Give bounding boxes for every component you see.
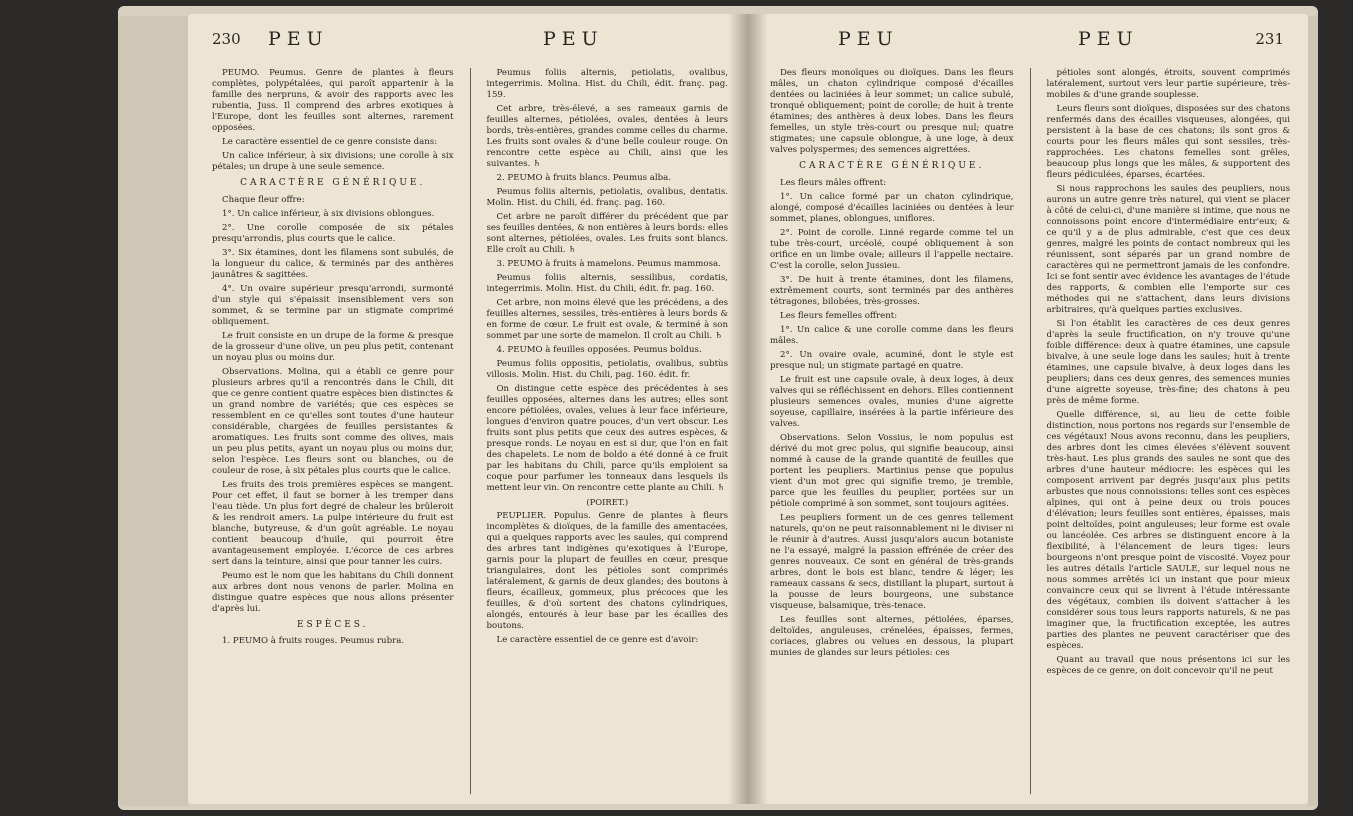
paragraph: Peumus foliis oppositis, petiolatis, ovalibus, subtùs villosis. Molin. Hist. du Chili, pag. 160. édit. fr.	[486, 359, 728, 380]
paragraph: Peumus foliis alternis, petiolatis, ovalibus, integerrimis. Molina. Hist. du Chili, édit. franç. pag. 159.	[486, 68, 728, 100]
paragraph: Quant au travail que nous présentons ici sur les espèces de ce genre, on doit concevoir qu'il ne peut	[1046, 655, 1290, 676]
paragraph: Observations. Molina, qui a établi ce genre pour plusieurs arbres qu'il a rencontrés dans le Chili, dit que ce genre contient quatre espèces bien distinctes & un grand nombre de variétés; que ces espèces se ressemblent en ce qu'elles sont toutes d'une hauteur considérable, chargées de feuilles persistantes & aromatiques. Les fruits sont comme des olives, mais un peu plus petits, ayant un noyau plus ou moins dur, selon l'espèce. Les fleurs sont ou blanches, ou de couleur de rose, à six pétales plus courts que le calice.	[212, 366, 454, 476]
paragraph: Des fleurs monoïques ou dioïques. Dans les fleurs mâles, un chaton cylindrique composé d'écailles dentées ou laciniées à leur sommet; un calice subulé, tronqué obliquement; point de corolle; de huit à trente étamines; des anthères à deux lobes. Dans les fleurs femelles, un style très-court ou presque nul; quatre stigmates; une capsule oblongue, à une loge, à deux valves polyspermes; des semences aigrettées.	[770, 68, 1014, 155]
paragraph: Un calice inférieur, à six divisions; une corolle à six pétales; un drupe à une seule semence.	[212, 151, 454, 172]
right-page-column-1	[770, 68, 1014, 794]
paragraph: 4°. Un ovaire supérieur presqu'arrondi, surmonté d'un style qui s'épaissit insensiblement vers son sommet, & se termine par un stigmate comprimé obliquement.	[212, 283, 454, 327]
paragraph: Cet arbre, non moins élevé que les précédens, a des feuilles alternes, sessiles, très-entières à leurs bords & en forme de cœur. Le fruit est ovale, & terminé à son sommet par une sorte de mamelon. Il croît au Chili. ♄	[486, 298, 728, 341]
paragraph: 1. PEUMO à fruits rouges. Peumus rubra.	[222, 636, 405, 647]
paragraph: 3°. Six étamines, dont les filamens sont subulés, de la longueur du calice, & terminés par des anthères jaunâtres & sagittées.	[212, 247, 454, 280]
right-running-head-2: PEU	[1078, 28, 1139, 50]
right-page-header	[748, 28, 1308, 50]
open-book	[118, 6, 1318, 810]
paragraph: 4. PEUMO à feuilles opposées. Peumus boldus.	[496, 345, 702, 355]
paragraph: Leurs fleurs sont dioïques, disposées sur des chatons renfermés dans des écailles visqueuses, alongées, qui persistent à la base de ces chatons; ils sont gros & courts pour les fleurs mâles qui sont sessiles, très-rapprochées. Les chatons femelles sont grêles, beaucoup plus longs que les mâles, & supportent des fleurs pédiculées, éparses, écartées.	[1046, 104, 1290, 180]
book-edge-right	[1308, 16, 1318, 806]
paragraph: Le caractère essentiel de ce genre est d'avoir:	[496, 634, 699, 645]
right-page	[748, 14, 1308, 804]
paragraph: Chaque fleur offre:	[222, 194, 305, 205]
paragraph: CARACTÈRE GÉNÉRIQUE.	[240, 178, 426, 188]
paragraph: (POIRET.)	[586, 497, 629, 507]
left-page-number: 230	[212, 30, 241, 48]
right-page-column-2	[1047, 68, 1291, 794]
paragraph: PEUPLIER. Populus. Genre de plantes à fleurs incomplètes & dioïques, de la famille des amentacées, qui a quelques rapports avec les saules, qui comprend des arbres tant indigènes qu'exotiques à l'Europe, garnis pour la plupart de feuilles en cœur, presque triangulaires, dont les pétioles sont comprimés latéralement, & garnis de deux glandes; des boutons à fleurs, écailleux, gommeux, plus précoces que les feuilles, & d'où sortent des chatons cylindriques, alongés, entourés à leur base par les écailles des boutons.	[486, 510, 728, 631]
paragraph: 1°. Un calice & une corolle comme dans les fleurs mâles.	[770, 324, 1014, 346]
paragraph: 1°. Un calice inférieur, à six divisions oblongues.	[222, 208, 435, 219]
paragraph: Observations. Selon Vossius, le nom populus est dérivé du mot grec polus, qui signifie beaucoup, ainsi nommé à cause de la grande quantité de feuilles que portent les peupliers. Martinius pense que populus vient d'un mot grec qui signifie tremo, je tremble, parce que les feuilles du peuplier, portées sur un pétiole comprimé à son sommet, sont toujours agitées.	[770, 432, 1014, 509]
right-page-number: 231	[1255, 30, 1284, 48]
paragraph: Cet arbre ne paroît différer du précédent que par ses feuilles dentées, & non entières à leurs bords: elles sont alternes, pétiolées, ovales. Les fruits sont blancs. Elle croît au Chili. ♄	[486, 212, 728, 255]
paragraph: Les fleurs femelles offrent:	[780, 310, 898, 321]
right-running-head-1: PEU	[838, 28, 899, 50]
paragraph: Le caractère essentiel de ce genre consiste dans:	[222, 137, 438, 147]
paragraph: 3°. De huit à trente étamines, dont les filamens, extrêmement courts, sont terminés par des anthères tétragones, bilobées, très-grosses.	[770, 274, 1014, 307]
left-running-head-1: PEU	[268, 28, 329, 50]
paragraph: 2°. Point de corolle. Linné regarde comme tel un tube très-court, urcéolé, coupé obliquement à son orifice en un limbe ovale; ailleurs il l'appelle nectaire. C'est la corolle, selon Jussieu.	[770, 227, 1014, 271]
paragraph: pétioles sont alongés, étroits, souvent comprimés latéralement, surtout vers leur partie supérieure, très-mobiles & d'une grande souplesse.	[1046, 68, 1290, 100]
paragraph: Quelle différence, si, au lieu de cette foible distinction, nous portons nos regards sur l'ensemble de ces végétaux! Nous avons reconnu, dans les peupliers, des arbres dont les cimes élevées s'élèvent souvent très-haut. Les plus grands des saules ne sont que des arbres d'une hauteur médiocre: les espèces qui les composent arrivent par degrés jusqu'aux plus petits arbustes que nous connoissions: telles sont ces espèces alpines, qui ont à peine deux ou trois pouces d'élévation; leurs feuilles sont entières, épaisses, mais point deltoïdes, point anguleuses; leur forme est ovale ou lancéolée. Ces arbres se distinguent encore à la flexibilité, à l'élancement de leurs tiges: leurs bourgeons n'ont presque point de viscosité. Voyez pour les autres détails l'article SAULE, sur lequel nous ne nous sommes arrêtés ici un instant que pour mieux convaincre ceux qui se livrent à l'étude intéressante des végétaux, combien ils doivent s'attacher à les considérer sous tous leurs rapports naturels, & ne pas imaginer que, la fructification exceptée, les autres parties des plantes ne peuvent caractériser que des espèces.	[1046, 410, 1290, 651]
paragraph: 2°. Une corolle composée de six pétales presqu'arrondis, plus courts que le calice.	[212, 222, 454, 244]
column-rule	[470, 68, 471, 794]
paragraph: Le fruit est une capsule ovale, à deux loges, à deux valves qui se réfléchissent en dehors. Elles contiennent plusieurs semences ovales, munies d'une aigrette soyeuse, capillaire, insérées à la partie inférieure des valves.	[770, 374, 1014, 429]
paragraph: 3. PEUMO à fruits à mamelons. Peumus mammosa.	[496, 259, 721, 269]
paragraph: Peumo est le nom que les habitans du Chili donnent aux arbres dont nous venons de parler. Molina en distingue quatre espèces que nous allons présenter d'après lui.	[212, 570, 454, 614]
paragraph: PEUMO. Peumus. Genre de plantes à fleurs complètes, polypétalées, qui paroît appartenir à la famille des nerpruns, & avoir des rapports avec les rubentia, Juss. Il comprend des arbres exotiques à l'Europe, dont les feuilles sont alternes, rarement opposées.	[212, 68, 454, 133]
left-page-column-1	[212, 68, 454, 794]
paragraph: Les fruits des trois premières espèces se mangent. Pour cet effet, il faut se borner à les tremper dans l'eau tiède. Un plus fort degré de chaleur les brûleroit & les rendroit amers. La pulpe intérieure du fruit est blanche, butyreuse, & d'un goût agréable. Le noyau contient beaucoup d'huile, qui pourroit être avantageusement employée. L'écorce de ces arbres sert dans la teinture, ainsi que pour tanner les cuirs.	[212, 479, 454, 567]
paragraph: 1°. Un calice formé par un chaton cylindrique, alongé, composé d'écailles laciniées ou dentées à leur sommet, planes, oblongues, uniflores.	[770, 191, 1014, 224]
book-edge-left	[118, 16, 188, 806]
paragraph: 2°. Un ovaire ovale, acuminé, dont le style est presque nul; un stigmate partagé en quatre.	[770, 349, 1014, 371]
paragraph: On distingue cette espèce des précédentes à ses feuilles opposées, alternes dans les autres; elles sont encore pétiolées, ovales, velues à leur face inférieure, longues d'environ quatre pouces, d'un vert obscur. Les fruits sont plus petits que ceux des autres espèces, & presque ronds. Le noyau en est si dur, que l'on en fait des chapelets. Le nom de boldo a été donné à ce fruit par les habitans du Chili, parce qu'ils emploient sa coque pour parfumer les tonneaux dans lesquels ils mettent leur vin. On rencontre cette plante au Chili. ♄	[486, 384, 728, 493]
column-rule	[1030, 68, 1031, 794]
paragraph: Si l'on établit les caractères de ces deux genres d'après la seule fructification, on n'y trouve qu'une foible différence: deux à quatre étamines, une capsule bivalve, à une seule loge dans les saules; huit à trente étamines, une capsule bivalve, à deux loges dans les peupliers; dans ces deux genres, des semences munies d'une aigrette soyeuse, très-fine; des chatons à peu près de même forme.	[1046, 319, 1290, 406]
paragraph: Cet arbre, très-élevé, a ses rameaux garnis de feuilles alternes, pétiolées, ovales, dentées à leurs bords, très-entières, grandes comme celles du charme. Les fruits sont ovales & d'une belle couleur rouge. On rencontre cette espèce au Chili, ainsi que les suivantes. ♄	[486, 104, 728, 169]
paragraph: CARACTÈRE GÉNÉRIQUE.	[799, 161, 985, 171]
paragraph: Les peupliers forment un de ces genres tellement naturels, qu'on ne peut raisonnablement ni le diviser ni le réunir à d'autres. Aussi jusqu'alors aucun botaniste ne l'a essayé, malgré la passion effrénée de créer des genres nouveaux. Ce sont en général de très-grands arbres, dont le bois est blanc, tendre & léger; les rameaux cassans & secs, distillant la plupart, surtout à la pousse de leurs bourgeons, une substance visqueuse, balsamique, très-tenace.	[770, 512, 1014, 611]
paragraph: Le fruit consiste en un drupe de la forme & presque de la grosseur d'une olive, un peu plus petit, contenant un noyau plus ou moins dur.	[212, 330, 454, 363]
paragraph: 2. PEUMO à fruits blancs. Peumus alba.	[496, 173, 671, 183]
left-page-column-2	[487, 68, 729, 794]
paragraph: Si nous rapprochons les saules des peupliers, nous aurons un autre genre très naturel, qui vient se placer à côté de celui-ci, d'une manière si intime, que nous ne connoissons point encore d'intermédiaire entr'eux; & ce qu'il y a de plus admirable, c'est que ces deux genres, malgré les points de contact nombreux qui les réunissent, sont séparés par un grand nombre de caractères qui ne permettront jamais de les confondre. Ici se font sentir avec évidence les avantages de l'étude des rapports, & combien elle l'emporte sur ces méthodes qui ne s'attachent, dans leurs divisions arbitraires, qu'à quelques parties exclusives.	[1046, 184, 1290, 315]
paragraph: Peumus foliis alternis, sessilibus, cordatis, integerrimis. Molin. Hist. du Chili, édit. fr. pag. 160.	[486, 273, 728, 294]
paragraph: Peumus foliis alternis, petiolatis, ovalibus, dentatis. Molin. Hist. du Chili, éd. franç. pag. 160.	[486, 187, 728, 208]
paragraph: Les feuilles sont alternes, pétiolées, éparses, deltoïdes, anguleuses, crénelées, épaisses, fermes, coriaces, glabres ou velues en dessous, la plupart munies de glandes sur leurs pétioles: ces	[770, 614, 1014, 658]
left-page	[188, 14, 748, 804]
left-page-header	[188, 28, 748, 50]
paragraph: Les fleurs mâles offrent:	[780, 177, 887, 188]
left-running-head-2: PEU	[543, 28, 604, 50]
paragraph: ESPÈCES.	[296, 619, 369, 630]
